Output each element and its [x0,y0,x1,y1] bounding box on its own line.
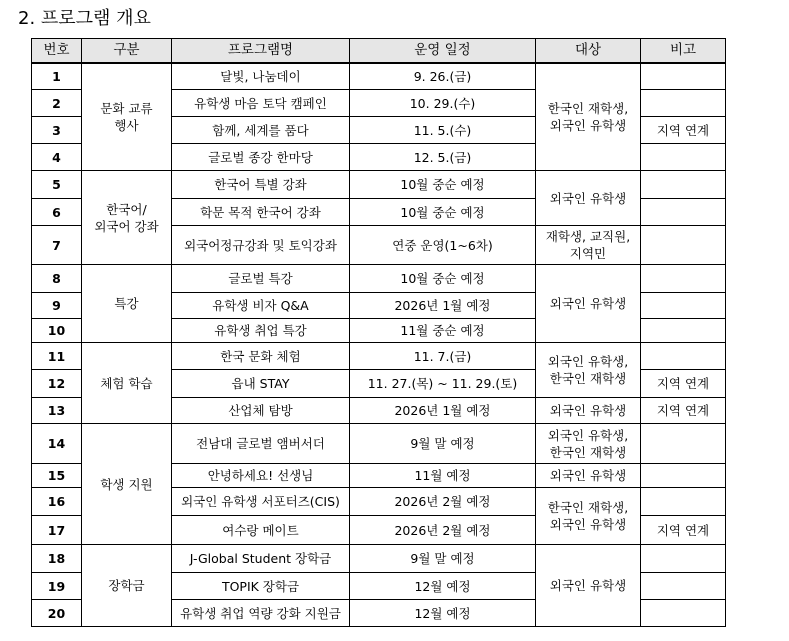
program-name: 유학생 마음 토닥 캠페인 [172,90,350,117]
target-cell: 외국인 유학생, 한국인 재학생 [536,343,641,398]
note [641,199,726,226]
schedule: 9월 말 예정 [350,424,536,464]
program-name: 산업체 탐방 [172,398,350,424]
table-row [32,343,726,370]
row-number: 2 [32,90,82,117]
note [641,573,726,600]
category-cell: 학생 지원 [82,424,172,545]
program-name: 함께, 세계를 품다 [172,117,350,144]
schedule: 연중 운영(1~6차) [350,226,536,265]
schedule: 2026년 1월 예정 [350,398,536,424]
program-name: 글로벌 특강 [172,265,350,293]
program-name: 읍내 STAY [172,370,350,398]
category-cell: 문화 교류 행사 [82,63,172,171]
row-number: 17 [32,516,82,545]
target-cell: 재학생, 교직원, 지역민 [536,226,641,265]
schedule: 2026년 2월 예정 [350,488,536,516]
schedule: 11월 예정 [350,464,536,488]
schedule: 9. 26.(금) [350,63,536,90]
schedule: 9월 말 예정 [350,545,536,573]
program-name: 외국어정규강좌 및 토익강좌 [172,226,350,265]
row-number: 18 [32,545,82,573]
row-number: 9 [32,293,82,319]
program-name: 여수랑 메이트 [172,516,350,545]
target-cell: 외국인 유학생 [536,171,641,226]
section-title: 2. 프로그램 개요 [18,8,151,29]
program-name: 한국어 특별 강좌 [172,171,350,199]
target-cell: 외국인 유학생 [536,545,641,627]
schedule: 10월 중순 예정 [350,199,536,226]
target-cell: 외국인 유학생, 한국인 재학생 [536,424,641,464]
program-overview-table [31,38,726,627]
header-schedule: 운영 일정 [350,39,536,63]
target-cell: 외국인 유학생 [536,265,641,343]
row-number: 10 [32,319,82,343]
table-row [32,265,726,293]
program-name: 글로벌 종강 한마당 [172,144,350,171]
row-number: 14 [32,424,82,464]
note [641,90,726,117]
target-cell: 외국인 유학생 [536,398,641,424]
schedule: 11. 27.(목) ~ 11. 29.(토) [350,370,536,398]
note: 지역 연계 [641,516,726,545]
target-cell: 한국인 재학생, 외국인 유학생 [536,488,641,545]
program-name: 외국인 유학생 서포터즈(CIS) [172,488,350,516]
note [641,293,726,319]
note [641,144,726,171]
row-number: 6 [32,199,82,226]
schedule: 11월 중순 예정 [350,319,536,343]
schedule: 10월 중순 예정 [350,265,536,293]
note: 지역 연계 [641,398,726,424]
program-name: 한국 문화 체험 [172,343,350,370]
row-number: 5 [32,171,82,199]
note [641,600,726,627]
program-name: J-Global Student 장학금 [172,545,350,573]
header-program-name: 프로그램명 [172,39,350,63]
row-number: 11 [32,343,82,370]
row-number: 1 [32,63,82,90]
category-cell: 특강 [82,265,172,343]
note [641,63,726,90]
note [641,226,726,265]
schedule: 11. 7.(금) [350,343,536,370]
target-cell: 한국인 재학생, 외국인 유학생 [536,63,641,171]
schedule: 10월 중순 예정 [350,171,536,199]
row-number: 13 [32,398,82,424]
schedule: 12. 5.(금) [350,144,536,171]
note [641,265,726,293]
category-cell: 장학금 [82,545,172,627]
program-name: 안녕하세요! 선생님 [172,464,350,488]
row-number: 8 [32,265,82,293]
note [641,319,726,343]
header-number: 번호 [32,39,82,63]
note [641,464,726,488]
schedule: 11. 5.(수) [350,117,536,144]
note [641,424,726,464]
program-name: 전남대 글로벌 앰버서더 [172,424,350,464]
row-number: 19 [32,573,82,600]
category-cell: 한국어/ 외국어 강좌 [82,171,172,265]
row-number: 15 [32,464,82,488]
table-row [32,63,726,90]
table-row [32,545,726,573]
row-number: 7 [32,226,82,265]
schedule: 10. 29.(수) [350,90,536,117]
schedule: 12월 예정 [350,600,536,627]
note [641,171,726,199]
row-number: 20 [32,600,82,627]
schedule: 2026년 2월 예정 [350,516,536,545]
target-cell: 외국인 유학생 [536,464,641,488]
note [641,488,726,516]
program-name: 유학생 취업 역량 강화 지원금 [172,600,350,627]
program-name: 유학생 비자 Q&A [172,293,350,319]
note [641,545,726,573]
header-target: 대상 [536,39,641,63]
row-number: 4 [32,144,82,171]
program-name: 달빛, 나눔데이 [172,63,350,90]
schedule: 2026년 1월 예정 [350,293,536,319]
row-number: 3 [32,117,82,144]
category-cell: 체험 학습 [82,343,172,424]
header-category: 구분 [82,39,172,63]
note: 지역 연계 [641,370,726,398]
program-name: 유학생 취업 특강 [172,319,350,343]
note: 지역 연계 [641,117,726,144]
row-number: 12 [32,370,82,398]
program-name: TOPIK 장학금 [172,573,350,600]
table-row [32,424,726,464]
schedule: 12월 예정 [350,573,536,600]
note [641,343,726,370]
row-number: 16 [32,488,82,516]
table-header-row [32,39,726,63]
program-name: 학문 목적 한국어 강좌 [172,199,350,226]
header-note: 비고 [641,39,726,63]
table-row [32,171,726,199]
